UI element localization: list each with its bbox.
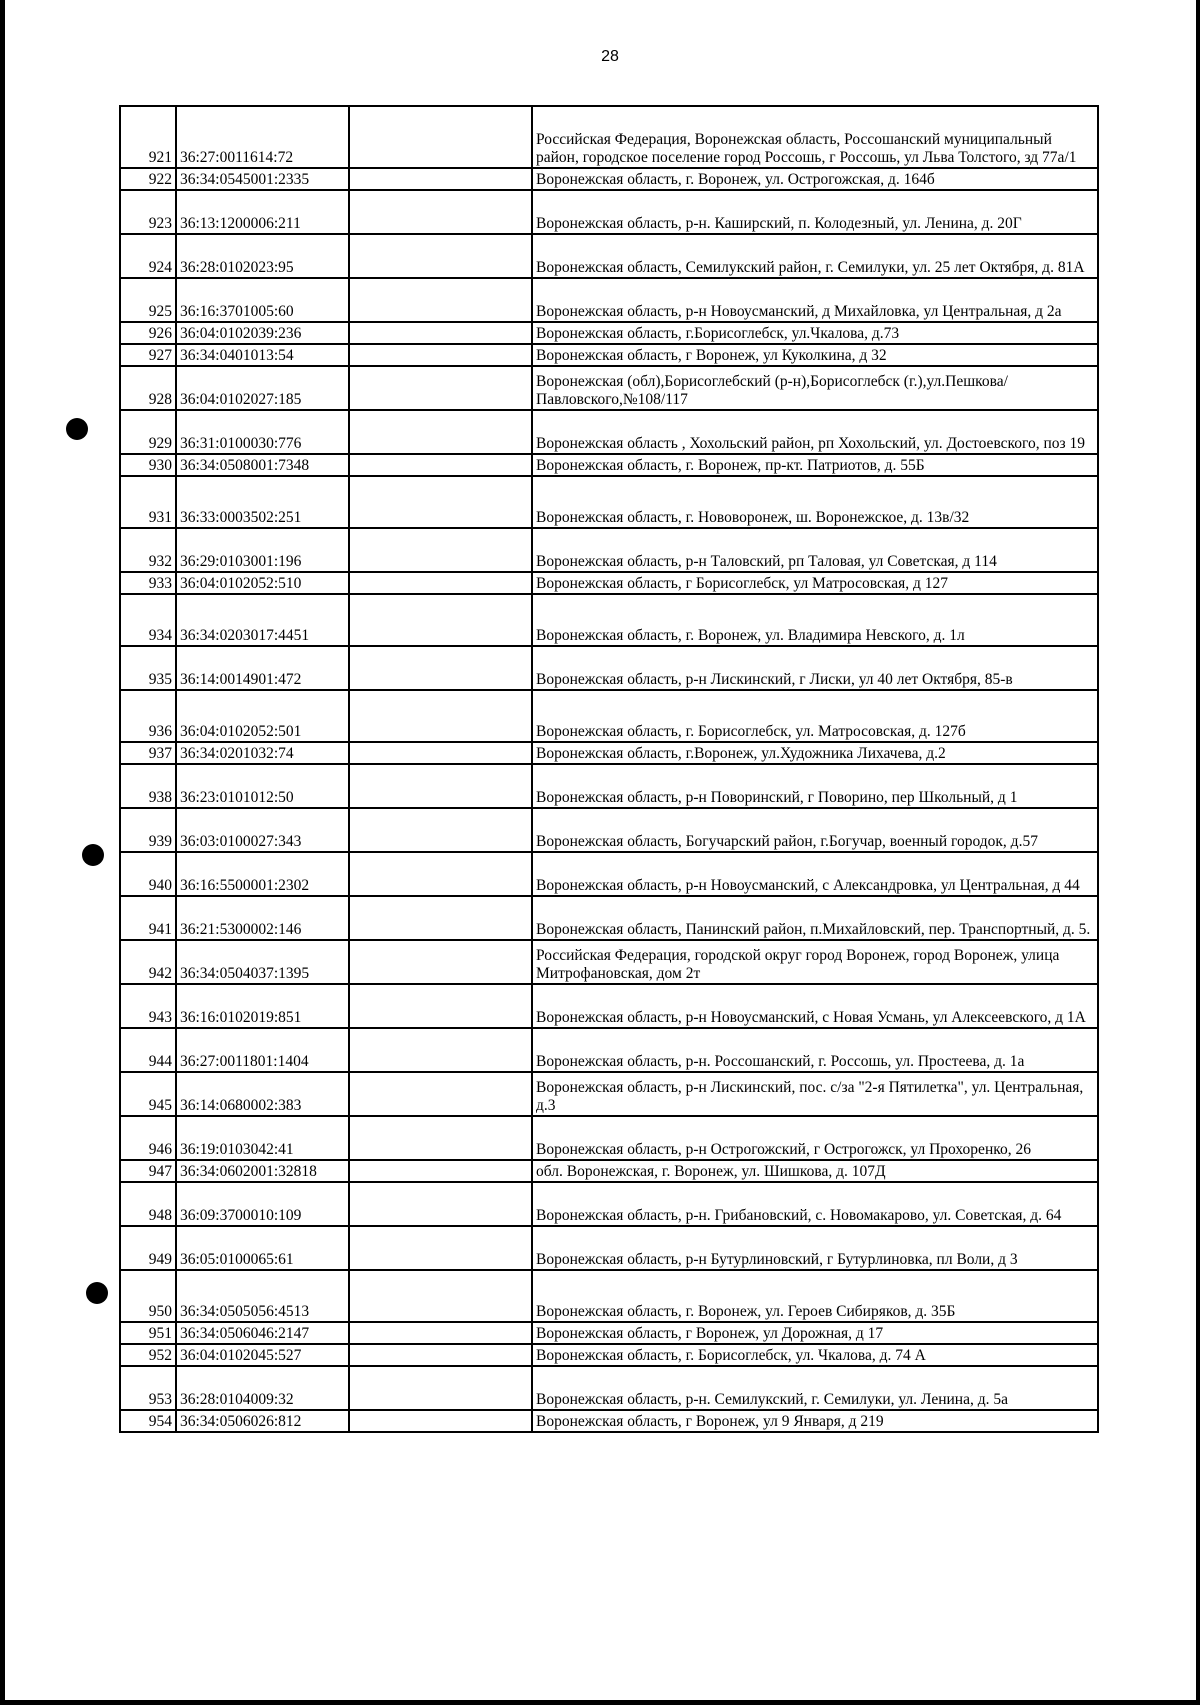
cadastral-number: 36:13:1200006:211 [176, 190, 349, 234]
address: Российская Федерация, городской округ город Воронеж, город Воронеж, улица Митрофановская, дом 2т [532, 940, 1098, 984]
table-row [120, 454, 1098, 476]
table-row [120, 940, 1098, 984]
cadastral-number: 36:34:0506046:2147 [176, 1322, 349, 1344]
address: Воронежская область, р-н Новоусманский, с Александровка, ул Центральная, д 44 [532, 852, 1098, 896]
blank-cell [349, 1028, 532, 1072]
address: Воронежская область, г Воронеж, ул Куколкина, д 32 [532, 344, 1098, 366]
blank-cell [349, 1116, 532, 1160]
row-number: 937 [120, 742, 176, 764]
cadastral-number: 36:09:3700010:109 [176, 1182, 349, 1226]
cadastral-number: 36:34:0545001:2335 [176, 168, 349, 190]
address: Воронежская область, г. Борисоглебск, ул. Чкалова, д. 74 А [532, 1344, 1098, 1366]
cadastral-number: 36:28:0102023:95 [176, 234, 349, 278]
punch-hole-dot [86, 1282, 108, 1304]
cadastral-number: 36:16:5500001:2302 [176, 852, 349, 896]
blank-cell [349, 742, 532, 764]
table-row [120, 1410, 1098, 1432]
blank-cell [349, 366, 532, 410]
cadastral-number: 36:04:0102027:185 [176, 366, 349, 410]
blank-cell [349, 1226, 532, 1270]
row-number: 921 [120, 106, 176, 168]
punch-hole-dot [66, 418, 88, 440]
address: Воронежская область, Панинский район, п.Михайловский, пер. Транспортный, д. 5. [532, 896, 1098, 940]
row-number: 951 [120, 1322, 176, 1344]
table-row [120, 852, 1098, 896]
address: Воронежская область, г. Нововоронеж, ш. Воронежское, д. 13в/32 [532, 476, 1098, 528]
table-row [120, 366, 1098, 410]
row-number: 946 [120, 1116, 176, 1160]
table-row [120, 476, 1098, 528]
blank-cell [349, 984, 532, 1028]
cadastral-number: 36:27:0011801:1404 [176, 1028, 349, 1072]
row-number: 934 [120, 594, 176, 646]
page-number: 28 [601, 48, 619, 65]
table-row [120, 1072, 1098, 1116]
blank-cell [349, 278, 532, 322]
cadastral-number: 36:04:0102045:527 [176, 1344, 349, 1366]
row-number: 930 [120, 454, 176, 476]
table-row [120, 1226, 1098, 1270]
row-number: 933 [120, 572, 176, 594]
row-number: 949 [120, 1226, 176, 1270]
table-row [120, 1344, 1098, 1366]
blank-cell [349, 1160, 532, 1182]
punch-hole-dot [82, 844, 104, 866]
row-number: 945 [120, 1072, 176, 1116]
blank-cell [349, 572, 532, 594]
blank-cell [349, 454, 532, 476]
blank-cell [349, 1410, 532, 1432]
blank-cell [349, 1182, 532, 1226]
blank-cell [349, 234, 532, 278]
cadastral-number: 36:29:0103001:196 [176, 528, 349, 572]
row-number: 924 [120, 234, 176, 278]
address: Воронежская область, р-н. Семилукский, г. Семилуки, ул. Ленина, д. 5а [532, 1366, 1098, 1410]
cadastral-number: 36:34:0505056:4513 [176, 1270, 349, 1322]
cadastral-number: 36:04:0102052:501 [176, 690, 349, 742]
blank-cell [349, 1322, 532, 1344]
address: Воронежская область, р-н Таловский, рп Таловая, ул Советская, д 114 [532, 528, 1098, 572]
cadastral-number: 36:04:0102052:510 [176, 572, 349, 594]
address: Воронежская область, Богучарский район, г.Богучар, военный городок, д.57 [532, 808, 1098, 852]
cadastral-number: 36:31:0100030:776 [176, 410, 349, 454]
table-row [120, 528, 1098, 572]
row-number: 927 [120, 344, 176, 366]
address: Воронежская (обл),Борисоглебский (р-н),Борисоглебск (г.),ул.Пешкова/Павловского,№108/117 [532, 366, 1098, 410]
address: Воронежская область, р-н Бутурлиновский, г Бутурлиновка, пл Воли, д 3 [532, 1226, 1098, 1270]
cadastral-number: 36:34:0201032:74 [176, 742, 349, 764]
records-table [119, 105, 1099, 1433]
cadastral-number: 36:04:0102039:236 [176, 322, 349, 344]
address: Воронежская область , Хохольский район, рп Хохольский, ул. Достоевского, поз 19 [532, 410, 1098, 454]
row-number: 947 [120, 1160, 176, 1182]
cadastral-number: 36:14:0680002:383 [176, 1072, 349, 1116]
table-row [120, 190, 1098, 234]
address: Воронежская область, г.Воронеж, ул.Художника Лихачева, д.2 [532, 742, 1098, 764]
blank-cell [349, 852, 532, 896]
table-row [120, 1270, 1098, 1322]
table-row [120, 690, 1098, 742]
address: Воронежская область, г. Воронеж, ул. Владимира Невского, д. 1л [532, 594, 1098, 646]
row-number: 944 [120, 1028, 176, 1072]
address: Воронежская область, г Воронеж, ул Дорожная, д 17 [532, 1322, 1098, 1344]
row-number: 952 [120, 1344, 176, 1366]
scan-border-right [1196, 0, 1200, 1705]
cadastral-number: 36:34:0602001:32818 [176, 1160, 349, 1182]
table-row [120, 1028, 1098, 1072]
row-number: 925 [120, 278, 176, 322]
table-row [120, 1366, 1098, 1410]
address: Воронежская область, Семилукский район, г. Семилуки, ул. 25 лет Октября, д. 81А [532, 234, 1098, 278]
row-number: 940 [120, 852, 176, 896]
table-row [120, 984, 1098, 1028]
row-number: 943 [120, 984, 176, 1028]
table-row [120, 896, 1098, 940]
address: Воронежская область, р-н. Грибановский, с. Новомакарово, ул. Советская, д. 64 [532, 1182, 1098, 1226]
cadastral-number: 36:21:5300002:146 [176, 896, 349, 940]
blank-cell [349, 410, 532, 454]
address: Воронежская область, р-н Лискинский, г Лиски, ул 40 лет Октября, 85-в [532, 646, 1098, 690]
blank-cell [349, 106, 532, 168]
table-row [120, 234, 1098, 278]
cadastral-number: 36:27:0011614:72 [176, 106, 349, 168]
table-row [120, 1160, 1098, 1182]
address: Воронежская область, г Воронеж, ул 9 Января, д 219 [532, 1410, 1098, 1432]
blank-cell [349, 594, 532, 646]
cadastral-number: 36:19:0103042:41 [176, 1116, 349, 1160]
address: Воронежская область, р-н Новоусманский, с Новая Усмань, ул Алексеевского, д 1А [532, 984, 1098, 1028]
cadastral-number: 36:05:0100065:61 [176, 1226, 349, 1270]
address: Воронежская область, г Борисоглебск, ул Матросовская, д 127 [532, 572, 1098, 594]
row-number: 936 [120, 690, 176, 742]
cadastral-number: 36:28:0104009:32 [176, 1366, 349, 1410]
table-row [120, 742, 1098, 764]
blank-cell [349, 808, 532, 852]
blank-cell [349, 940, 532, 984]
scan-border-left [0, 0, 5, 1705]
table-row [120, 646, 1098, 690]
blank-cell [349, 646, 532, 690]
cadastral-number: 36:33:0003502:251 [176, 476, 349, 528]
table-row [120, 1322, 1098, 1344]
row-number: 931 [120, 476, 176, 528]
cadastral-number: 36:34:0506026:812 [176, 1410, 349, 1432]
table-row [120, 278, 1098, 322]
blank-cell [349, 764, 532, 808]
cadastral-number: 36:34:0508001:7348 [176, 454, 349, 476]
address: Воронежская область, г.Борисоглебск, ул.Чкалова, д.73 [532, 322, 1098, 344]
blank-cell [349, 1366, 532, 1410]
cadastral-number: 36:03:0100027:343 [176, 808, 349, 852]
row-number: 939 [120, 808, 176, 852]
address: Воронежская область, р-н Острогожский, г Острогожск, ул Прохоренко, 26 [532, 1116, 1098, 1160]
records-table-body [120, 106, 1098, 1432]
blank-cell [349, 168, 532, 190]
blank-cell [349, 1344, 532, 1366]
table-row [120, 106, 1098, 168]
table-row [120, 322, 1098, 344]
address: Воронежская область, г. Воронеж, пр-кт. Патриотов, д. 55Б [532, 454, 1098, 476]
address: Воронежская область, р-н. Россошанский, г. Россошь, ул. Простеева, д. 1а [532, 1028, 1098, 1072]
row-number: 929 [120, 410, 176, 454]
blank-cell [349, 190, 532, 234]
row-number: 950 [120, 1270, 176, 1322]
blank-cell [349, 322, 532, 344]
table-row [120, 168, 1098, 190]
table-row [120, 1182, 1098, 1226]
cadastral-number: 36:34:0401013:54 [176, 344, 349, 366]
row-number: 942 [120, 940, 176, 984]
blank-cell [349, 896, 532, 940]
row-number: 941 [120, 896, 176, 940]
blank-cell [349, 1072, 532, 1116]
table-row [120, 808, 1098, 852]
scan-border-bottom [0, 1700, 1200, 1705]
address: Воронежская область, р-н Поворинский, г Поворино, пер Школьный, д 1 [532, 764, 1098, 808]
blank-cell [349, 1270, 532, 1322]
row-number: 923 [120, 190, 176, 234]
cadastral-number: 36:34:0504037:1395 [176, 940, 349, 984]
cadastral-number: 36:23:0101012:50 [176, 764, 349, 808]
address: Воронежская область, г. Борисоглебск, ул. Матросовская, д. 127б [532, 690, 1098, 742]
address: Воронежская область, г. Воронеж, ул. Героев Сибиряков, д. 35Б [532, 1270, 1098, 1322]
row-number: 922 [120, 168, 176, 190]
row-number: 926 [120, 322, 176, 344]
cadastral-number: 36:14:0014901:472 [176, 646, 349, 690]
address: Российская Федерация, Воронежская область, Россошанский муниципальный район, городское поселение город Россошь, г Россошь, ул Льва Толстого, зд 77а/1 [532, 106, 1098, 168]
row-number: 938 [120, 764, 176, 808]
row-number: 935 [120, 646, 176, 690]
table-row [120, 410, 1098, 454]
row-number: 954 [120, 1410, 176, 1432]
address: Воронежская область, р-н. Каширский, п. Колодезный, ул. Ленина, д. 20Г [532, 190, 1098, 234]
blank-cell [349, 690, 532, 742]
row-number: 948 [120, 1182, 176, 1226]
table-row [120, 344, 1098, 366]
table-row [120, 572, 1098, 594]
row-number: 928 [120, 366, 176, 410]
address: Воронежская область, р-н Лискинский, пос. с/за "2-я Пятилетка", ул. Центральная, д.3 [532, 1072, 1098, 1116]
blank-cell [349, 344, 532, 366]
address: Воронежская область, г. Воронеж, ул. Острогожская, д. 164б [532, 168, 1098, 190]
cadastral-number: 36:16:3701005:60 [176, 278, 349, 322]
address: Воронежская область, р-н Новоусманский, д Михайловка, ул Центральная, д 2а [532, 278, 1098, 322]
row-number: 932 [120, 528, 176, 572]
table-row [120, 764, 1098, 808]
row-number: 953 [120, 1366, 176, 1410]
table-row [120, 594, 1098, 646]
table-row [120, 1116, 1098, 1160]
blank-cell [349, 476, 532, 528]
cadastral-number: 36:34:0203017:4451 [176, 594, 349, 646]
address: обл. Воронежская, г. Воронеж, ул. Шишкова, д. 107Д [532, 1160, 1098, 1182]
blank-cell [349, 528, 532, 572]
cadastral-number: 36:16:0102019:851 [176, 984, 349, 1028]
